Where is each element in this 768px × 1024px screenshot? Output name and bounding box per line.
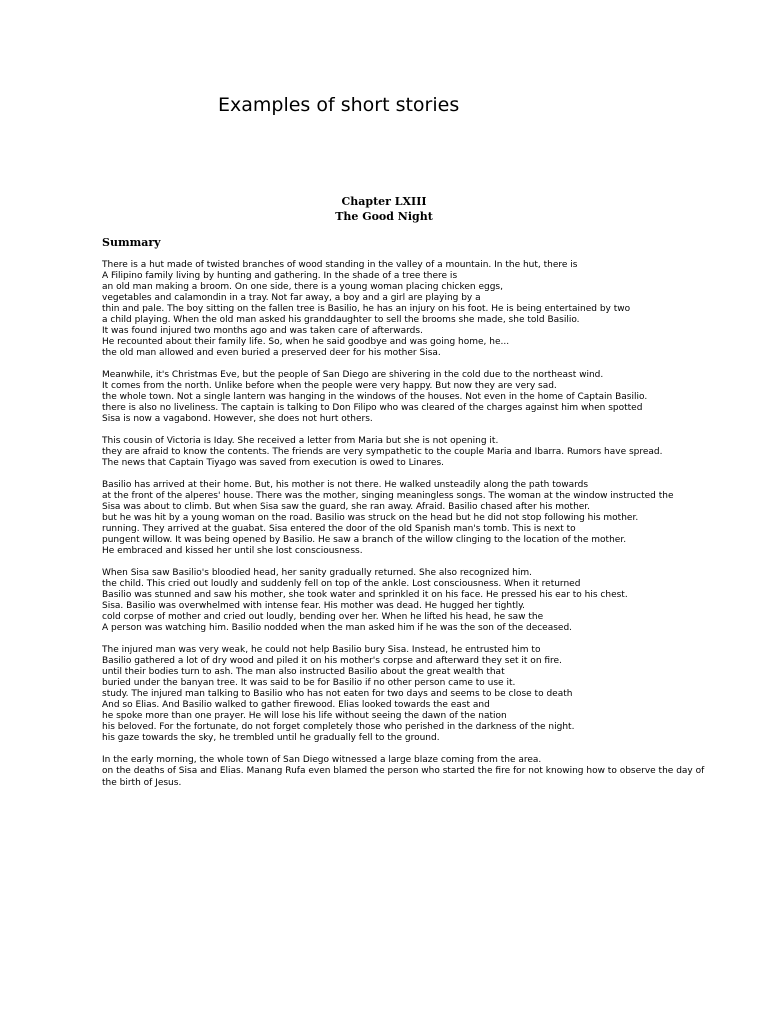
text-line: Basilio was stunned and saw his mother, she took water and sprinkled it on his face. He pressed his ear to his chest. <box>102 590 628 600</box>
text-line: pungent willow. It was being opened by Basilio. He saw a branch of the willow clinging to the location of the mother. <box>102 535 627 545</box>
text-line: The news that Captain Tiyago was saved from execution is owed to Linares. <box>102 458 444 468</box>
text-line: on the deaths of Sisa and Elias. Manang Rufa even blamed the person who started the fire for not knowing how to observe the day of <box>102 766 705 776</box>
text-line: buried under the banyan tree. It was said to be for Basilio if no other person came to use it. <box>102 678 516 688</box>
text-line: And so Elias. And Basilio walked to gather firewood. Elias looked towards the east and <box>102 700 490 710</box>
paragraph <box>102 436 762 469</box>
text-line: Sisa was about to climb. But when Sisa saw the guard, she ran away. Afraid. Basilio chased after his mother. <box>102 502 591 512</box>
paragraph <box>102 480 762 557</box>
text-line: He recounted about their family life. So, when he said goodbye and was going home, he... <box>102 337 510 347</box>
text-line: It comes from the north. Unlike before when the people were very happy. But now they are very sad. <box>102 381 557 391</box>
paragraph <box>102 645 762 744</box>
text-line: Sisa is now a vagabond. However, she does not hurt others. <box>102 414 373 424</box>
text-line: Meanwhile, it's Christmas Eve, but the people of San Diego are shivering in the cold due to the northeast wind. <box>102 370 604 380</box>
text-line: until their bodies turn to ash. The man also instructed Basilio about the great wealth that <box>102 667 505 677</box>
text-line: Sisa. Basilio was overwhelmed with intense fear. His mother was dead. He hugged her tightly. <box>102 601 526 611</box>
paragraph <box>102 260 762 359</box>
text-line: an old man making a broom. On one side, there is a young woman placing chicken eggs, <box>102 282 503 292</box>
text-line: he spoke more than one prayer. He will lose his life without seeing the dawn of the nation <box>102 711 507 721</box>
text-line: study. The injured man talking to Basilio who has not eaten for two days and seems to be close to death <box>102 689 573 699</box>
text-line: the birth of Jesus. <box>102 778 182 788</box>
chapter-heading <box>0 194 768 224</box>
text-line: He embraced and kissed her until she lost consciousness. <box>102 546 363 556</box>
text-line: A Filipino family living by hunting and gathering. In the shade of a tree there is <box>102 271 458 281</box>
text-line: thin and pale. The boy sitting on the fallen tree is Basilio, he has an injury on his foot. He is being entertained by two <box>102 304 631 314</box>
text-line: vegetables and calamondin in a tray. Not far away, a boy and a girl are playing by a <box>102 293 481 303</box>
text-line: at the front of the alperes' house. There was the mother, singing meaningless songs. The woman at the window instructed the <box>102 491 674 501</box>
text-line: his beloved. For the fortunate, do not forget completely those who perished in the darkness of the night. <box>102 722 575 732</box>
text-line: the old man allowed and even buried a preserved deer for his mother Sisa. <box>102 348 441 358</box>
section-heading: Summary <box>102 236 161 249</box>
text-line: Basilio gathered a lot of dry wood and piled it on his mother's corpse and afterward they set it on fire. <box>102 656 562 666</box>
text-line: Basilio has arrived at their home. But, his mother is not there. He walked unsteadily along the path towards <box>102 480 589 490</box>
paragraph <box>102 370 762 425</box>
text-line: they are afraid to know the contents. The friends are very sympathetic to the couple Maria and Ibarra. Rumors have spread. <box>102 447 663 457</box>
text-line: the whole town. Not a single lantern was hanging in the windows of the houses. Not even in the home of Captain Basilio. <box>102 392 648 402</box>
text-line: When Sisa saw Basilio's bloodied head, her sanity gradually returned. She also recognized him. <box>102 568 532 578</box>
text-line: This cousin of Victoria is Iday. She received a letter from Maria but she is not opening it. <box>102 436 499 446</box>
paragraph <box>102 568 762 634</box>
text-line: running. They arrived at the guabat. Sisa entered the door of the old Spanish man's tomb. This is next to <box>102 524 576 534</box>
text-line: The injured man was very weak, he could not help Basilio bury Sisa. Instead, he entrusted him to <box>102 645 541 655</box>
text-line: A person was watching him. Basilio nodded when the man asked him if he was the son of the deceased. <box>102 623 573 633</box>
text-line: cold corpse of mother and cried out loudly, bending over her. When he lifted his head, he saw the <box>102 612 544 622</box>
text-line: his gaze towards the sky, he trembled until he gradually fell to the ground. <box>102 733 440 743</box>
chapter-subtitle: The Good Night <box>335 210 433 223</box>
text-line: the child. This cried out loudly and suddenly fell on top of the ankle. Lost consciousness. When it returned <box>102 579 581 589</box>
chapter-number: Chapter LXIII <box>341 195 427 208</box>
text-line: but he was hit by a young woman on the road. Basilio was struck on the head but he did not stop following his mother. <box>102 513 639 523</box>
page-title: Examples of short stories <box>218 94 460 116</box>
text-line: It was found injured two months ago and was taken care of afterwards. <box>102 326 423 336</box>
text-line: There is a hut made of twisted branches of wood standing in the valley of a mountain. In the hut, there is <box>102 260 578 270</box>
text-line: a child playing. When the old man asked his granddaughter to sell the brooms she made, she told Basilio. <box>102 315 580 325</box>
text-line: In the early morning, the whole town of San Diego witnessed a large blaze coming from the area. <box>102 755 542 765</box>
story-body <box>102 260 762 801</box>
text-line: there is also no liveliness. The captain is talking to Don Filipo who was cleared of the charges against him when spotted <box>102 403 643 413</box>
paragraph <box>102 755 762 790</box>
